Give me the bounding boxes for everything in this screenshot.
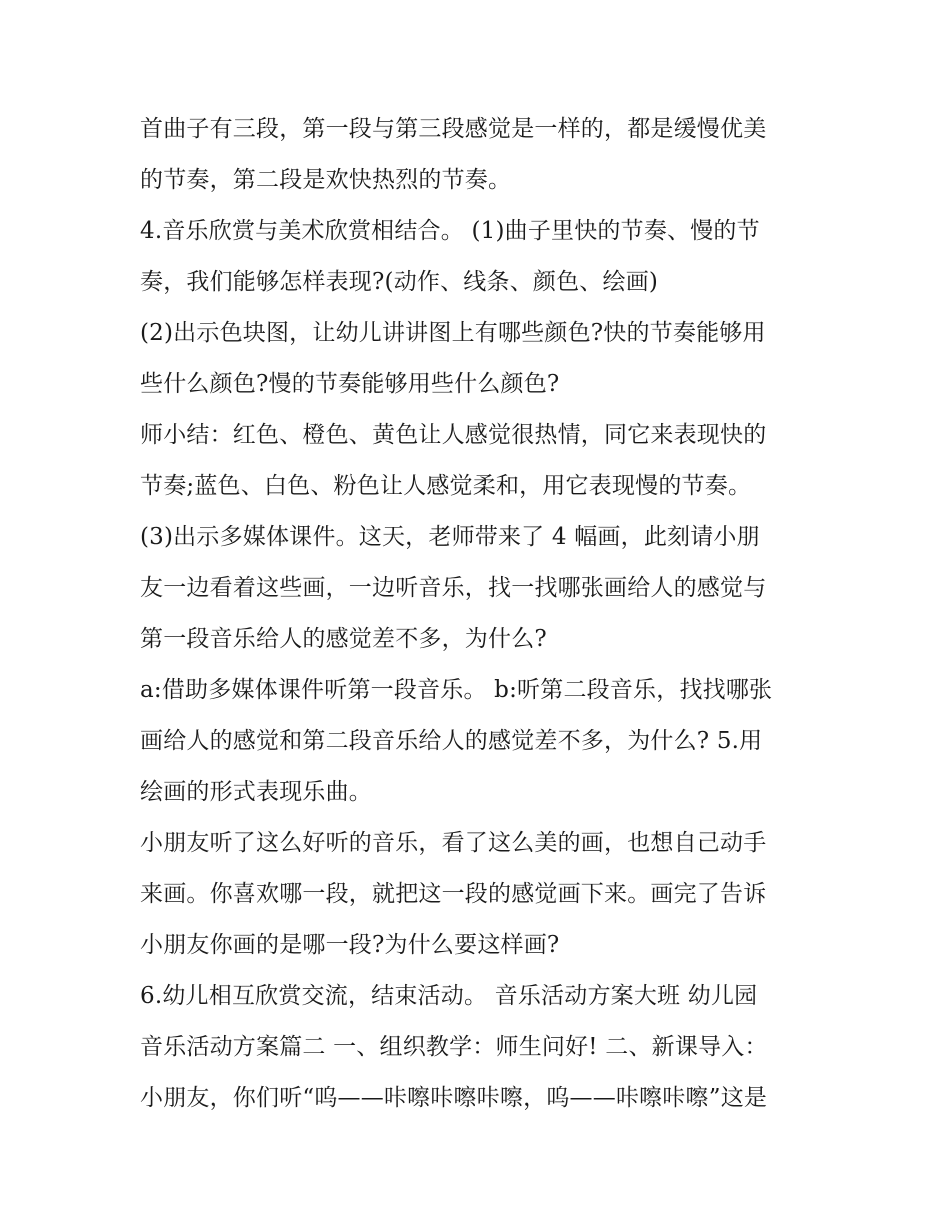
text-line: 小朋友听了这么好听的音乐，看了这么美的画，也想自己动手: [140, 830, 767, 856]
text-line: 第一段音乐给人的感觉差不多，为什么?: [140, 626, 547, 652]
text-line: (3)出示多媒体课件。这天，老师带来了 4 幅画，此刻请小朋: [140, 524, 760, 550]
text-line: 首曲子有三段，第一段与第三段感觉是一样的，都是缓慢优美: [140, 116, 767, 142]
text-line: 6.幼儿相互欣赏交流，结束活动。 音乐活动方案大班 幼儿园: [140, 983, 758, 1009]
text-line: 音乐活动方案篇二 一、组织教学：师生问好! 二、新课导入：: [140, 1034, 768, 1060]
text-line: 师小结：红色、橙色、黄色让人感觉很热情，同它来表现快的: [140, 422, 767, 448]
text-line: 的节奏，第二段是欢快热烈的节奏。: [140, 167, 512, 193]
text-line: 绘画的形式表现乐曲。: [140, 779, 372, 805]
text-line: a:借助多媒体课件听第一段音乐。 b:听第二段音乐，找找哪张: [140, 677, 773, 703]
text-line: 小朋友，你们听“呜——咔嚓咔嚓咔嚓，呜——咔嚓咔嚓”这是: [140, 1085, 768, 1111]
text-line: 画给人的感觉和第二段音乐给人的感觉差不多，为什么? 5.用: [140, 728, 763, 754]
text-line: 小朋友你画的是哪一段?为什么要这样画?: [140, 932, 560, 958]
text-line: 友一边看着这些画，一边听音乐，找一找哪张画给人的感觉与: [140, 575, 767, 601]
text-line: 4.音乐欣赏与美术欣赏相结合。 (1)曲子里快的节奏、慢的节: [140, 218, 760, 244]
text-line: 奏，我们能够怎样表现?(动作、线条、颜色、绘画): [140, 269, 659, 295]
text-line: 节奏;蓝色、白色、粉色让人感觉柔和，用它表现慢的节奏。: [140, 473, 752, 499]
document-body: [140, 104, 820, 1124]
text-line: 来画。你喜欢哪一段，就把这一段的感觉画下来。画完了告诉: [140, 881, 767, 907]
text-line: 些什么颜色?慢的节奏能够用些什么颜色?: [140, 371, 560, 397]
text-line: (2)出示色块图，让幼儿讲讲图上有哪些颜色?快的节奏能够用: [140, 320, 766, 346]
